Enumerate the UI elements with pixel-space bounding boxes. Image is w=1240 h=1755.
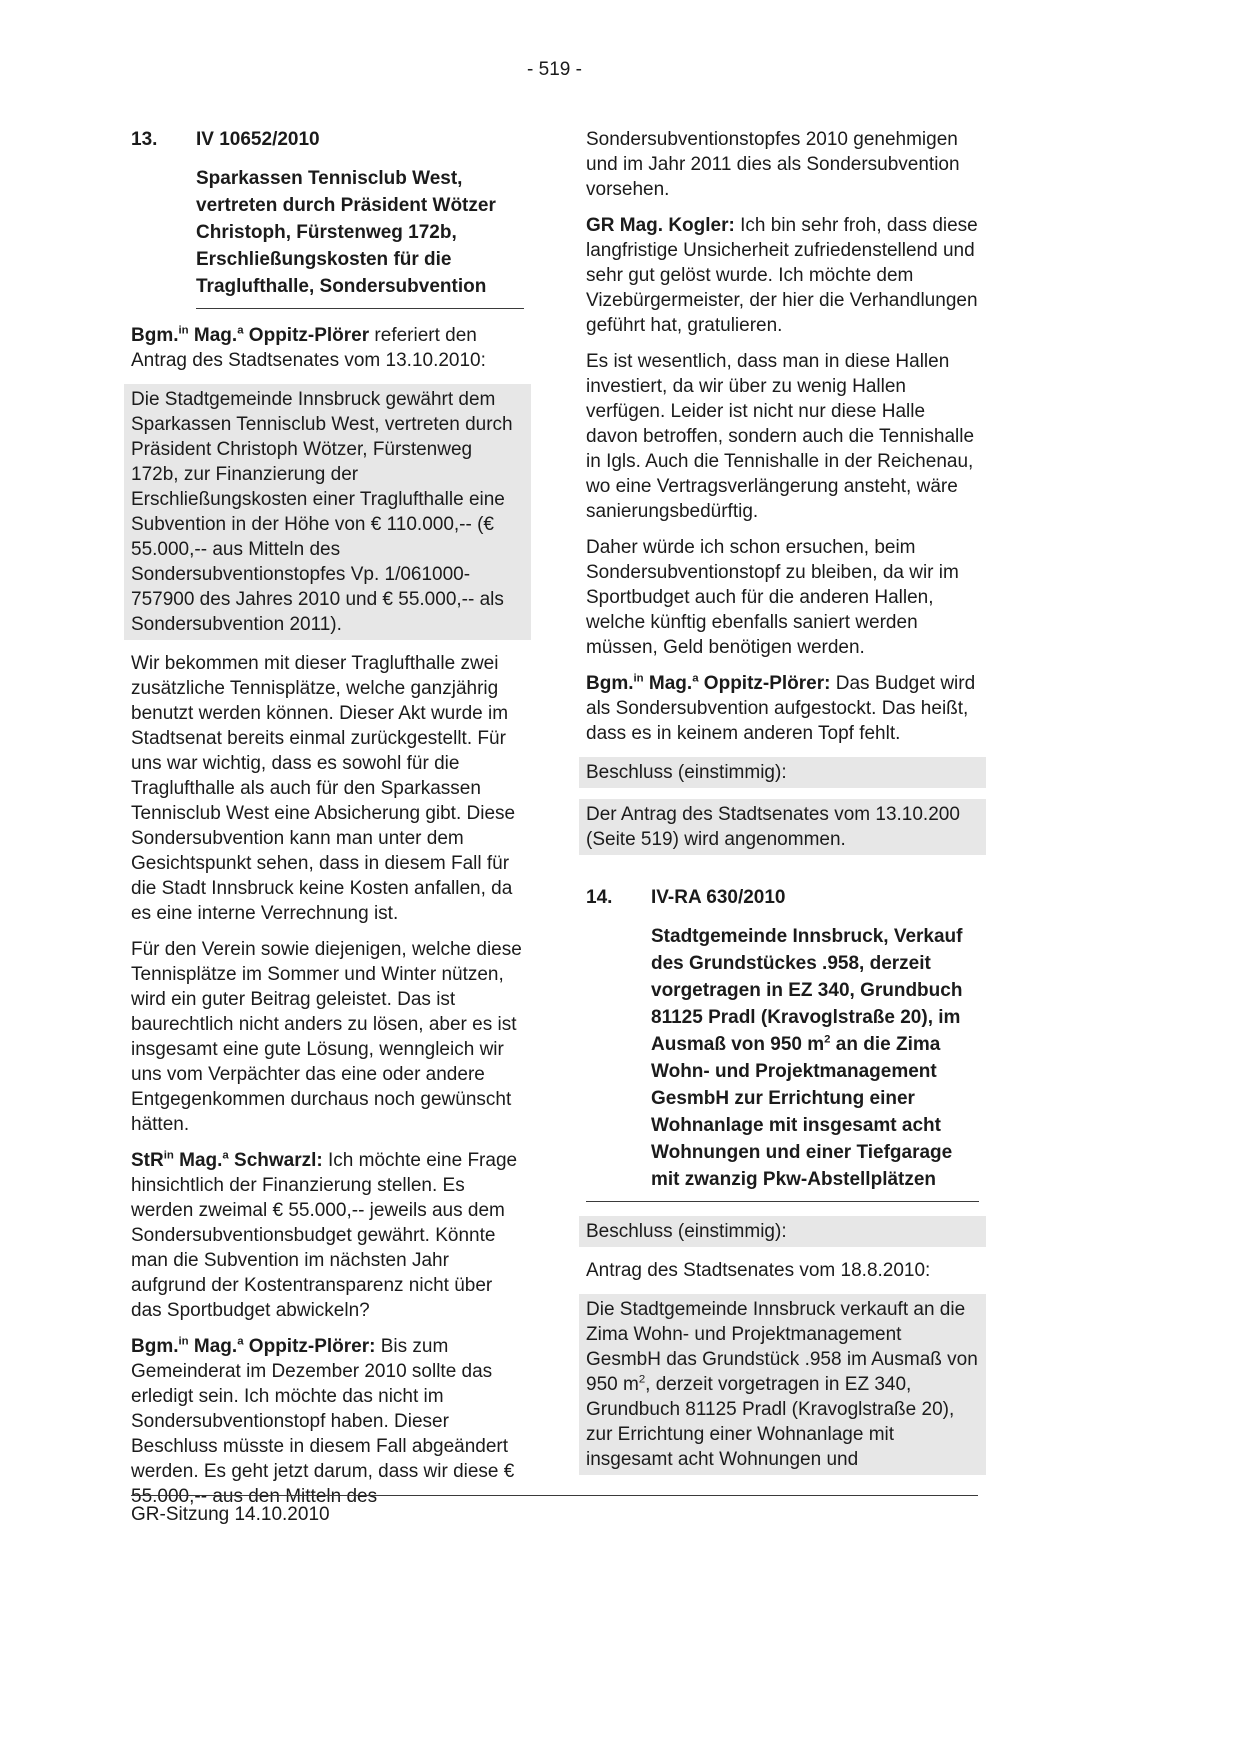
text-run: Stadtgemeinde Innsbruck, Verkauf des Grundstückes .958, derzeit vorgetragen in EZ 340, Grundbuch 81125 Pradl (Kravoglstraße 20), im Ausmaß von 950 m [651, 926, 963, 1055]
speaker-name: Mag. [188, 1336, 238, 1357]
text-run: referiert den Antrag des Stadtsenates vom 13.10.2010: [131, 325, 486, 371]
speaker-name: Mag. [173, 1150, 223, 1171]
text-run: Die Stadtgemeinde Innsbruck verkauft an die Zima Wohn- und Projektmanagement GesmbH das Grundstück .958 im Ausmaß von 950 m [586, 1299, 978, 1395]
superscript: in [163, 1149, 174, 1162]
speaker-name: Bgm. [586, 673, 634, 694]
paragraph [586, 349, 979, 524]
speaker-name: Mag. [643, 673, 693, 694]
paragraph [586, 1258, 979, 1283]
right-column [586, 127, 979, 1486]
left-column [131, 127, 524, 1520]
paragraph [586, 213, 979, 338]
agenda-item-title [586, 923, 979, 1202]
text-run: Beschluss (einstimmig): [586, 762, 787, 783]
speaker-name: GR Mag. Kogler: [586, 215, 735, 236]
paragraph [586, 127, 979, 202]
superscript: a [237, 1335, 244, 1348]
paragraph [131, 651, 524, 926]
text-run: Das Budget wird als Sondersubvention aufgestockt. Das heißt, dass es in keinem anderen Topf fehlt. [586, 673, 976, 744]
superscript: in [178, 1335, 189, 1348]
text-run: Wir bekommen mit dieser Traglufthalle zwei zusätzliche Tennisplätze, welche ganzjährig benutzt werden können. Dieser Akt wurde im Stadtsenat bereits einmal zurückgestellt. Für uns war wichtig, dass es sowohl für die Traglufthalle als auch für den Sparkassen Tennisclub West eine Absicherung gibt. Diese Sondersubvention kann man unter dem Gesichtspunkt sehen, dass in diesem Fall für die Stadt Innsbruck keine Kosten anfallen, da es eine interne Verrechnung ist. [131, 653, 516, 924]
footer-divider [131, 1495, 978, 1496]
agenda-item-number: 13. [131, 129, 158, 150]
speaker-name: StR [131, 1150, 164, 1171]
agenda-item-title [131, 165, 524, 309]
shaded-paragraph [579, 757, 986, 788]
speaker-name: Bgm. [131, 325, 179, 346]
paragraph [131, 937, 524, 1137]
agenda-item-title-text [651, 923, 979, 1193]
speaker-name: Oppitz-Plörer: [243, 1336, 376, 1357]
speaker-name: Oppitz-Plörer: [698, 673, 831, 694]
speaker-name: Bgm. [131, 1336, 179, 1357]
speaker-name: Mag. [188, 325, 238, 346]
text-run: Der Antrag des Stadtsenates vom 13.10.200 (Seite 519) wird angenommen. [586, 804, 960, 850]
page-footer: GR-Sitzung 14.10.2010 [131, 1504, 330, 1525]
speaker-name: Oppitz-Plörer [243, 325, 370, 346]
text-run: Antrag des Stadtsenates vom 18.8.2010: [586, 1260, 931, 1281]
paragraph [131, 1148, 524, 1323]
superscript: a [692, 672, 699, 685]
paragraph [586, 535, 979, 660]
text-run: Ich möchte eine Frage hinsichtlich der Finanzierung stellen. Es werden zweimal € 55.000,-- jeweils aus dem Sondersubventionsbudget gewährt. Könnte man die Subvention im nächsten Jahr aufgrund der Kostentransparenz nicht über das Sportbudget abwickeln? [131, 1150, 518, 1321]
agenda-item-title-text [196, 165, 524, 309]
superscript: in [178, 324, 189, 337]
agenda-item-number: 14. [586, 887, 613, 908]
superscript: a [222, 1149, 229, 1162]
page-number: - 519 - [527, 59, 582, 80]
agenda-item-header [131, 127, 524, 152]
text-run: Es ist wesentlich, dass man in diese Hallen investiert, da wir über zu wenig Hallen verfügen. Leider ist nicht nur diese Halle davon betroffen, sondern auch die Tennishalle in Igls. Auch die Tennishalle in der Reichenau, wo eine Vertragsverlängerung ansteht, wäre sanierungsbedürftig. [586, 351, 975, 522]
text-run: Sondersubventionstopfes 2010 genehmigen und im Jahr 2011 dies als Sondersubvention vorsehen. [586, 129, 960, 200]
shaded-paragraph [579, 1216, 986, 1247]
text-run: , derzeit vorgetragen in EZ 340, Grundbuch 81125 Pradl (Kravoglstraße 20), zur Errichtung einer Wohnanlage mit insgesamt acht Wohnungen und [586, 1374, 955, 1470]
shaded-paragraph [579, 1294, 986, 1475]
agenda-item-reference: IV 10652/2010 [196, 129, 320, 150]
text-run: Bis zum Gemeinderat im Dezember 2010 sollte das erledigt sein. Ich möchte das nicht im Sondersubventionstopf haben. Dieser Beschluss müsste in diesem Fall abgeändert werden. Es geht jetzt darum, dass wir diese € 55.000,-- aus den Mitteln des [131, 1336, 515, 1507]
superscript: 2 [824, 1033, 831, 1046]
text-run: an die Zima Wohn- und Projektmanagement GesmbH zur Errichtung einer Wohnanlage mit insgesamt acht Wohnungen und einer Tiefgarage mit zwanzig Pkw-Abstellplätzen [651, 1034, 953, 1190]
superscript: in [633, 672, 644, 685]
agenda-item-reference: IV-RA 630/2010 [651, 887, 786, 908]
text-run: Für den Verein sowie diejenigen, welche diese Tennisplätze im Sommer und Winter nützen, wird ein guter Beitrag geleistet. Das ist baurechtlich nicht anders zu lösen, aber es ist insgesamt eine gute Lösung, wenngleich wir uns vom Verpächter das eine oder andere Entgegenkommen durchaus noch gewünscht hätten. [131, 939, 522, 1135]
paragraph [586, 671, 979, 746]
paragraph [131, 1334, 524, 1509]
paragraph [131, 323, 524, 373]
agenda-item-header [586, 885, 979, 910]
text-run: Sparkassen Tennisclub West, vertreten durch Präsident Wötzer Christoph, Fürstenweg 172b, Erschließungskosten für die Traglufthalle, Sondersubvention [196, 168, 496, 297]
superscript: 2 [638, 1373, 646, 1386]
shaded-paragraph [579, 799, 986, 855]
speaker-name: Schwarzl: [228, 1150, 323, 1171]
text-run: Daher würde ich schon ersuchen, beim Sondersubventionstopf zu bleiben, da wir im Sportbudget auch für die anderen Hallen, welche künftig ebenfalls saniert werden müssen, Geld benötigen werden. [586, 537, 959, 658]
text-run: Ich bin sehr froh, dass diese langfristige Unsicherheit zufriedenstellend und sehr gut gelöst wurde. Ich möchte dem Vizebürgermeister, der hier die Verhandlungen geführt hat, gratulieren. [586, 215, 978, 336]
superscript: a [237, 324, 244, 337]
text-run: Die Stadtgemeinde Innsbruck gewährt dem Sparkassen Tennisclub West, vertreten durch Präsident Christoph Wötzer, Fürstenweg 172b, zur Finanzierung der Erschließungskosten einer Traglufthalle eine Subvention in der Höhe von € 110.000,-- (€ 55.000,-- aus Mitteln des Sondersubventionstopfes Vp. 1/061000-757900 des Jahres 2010 und € 55.000,-- als Sondersubvention 2011). [131, 389, 513, 635]
text-run: Beschluss (einstimmig): [586, 1221, 787, 1242]
shaded-paragraph [124, 384, 531, 640]
